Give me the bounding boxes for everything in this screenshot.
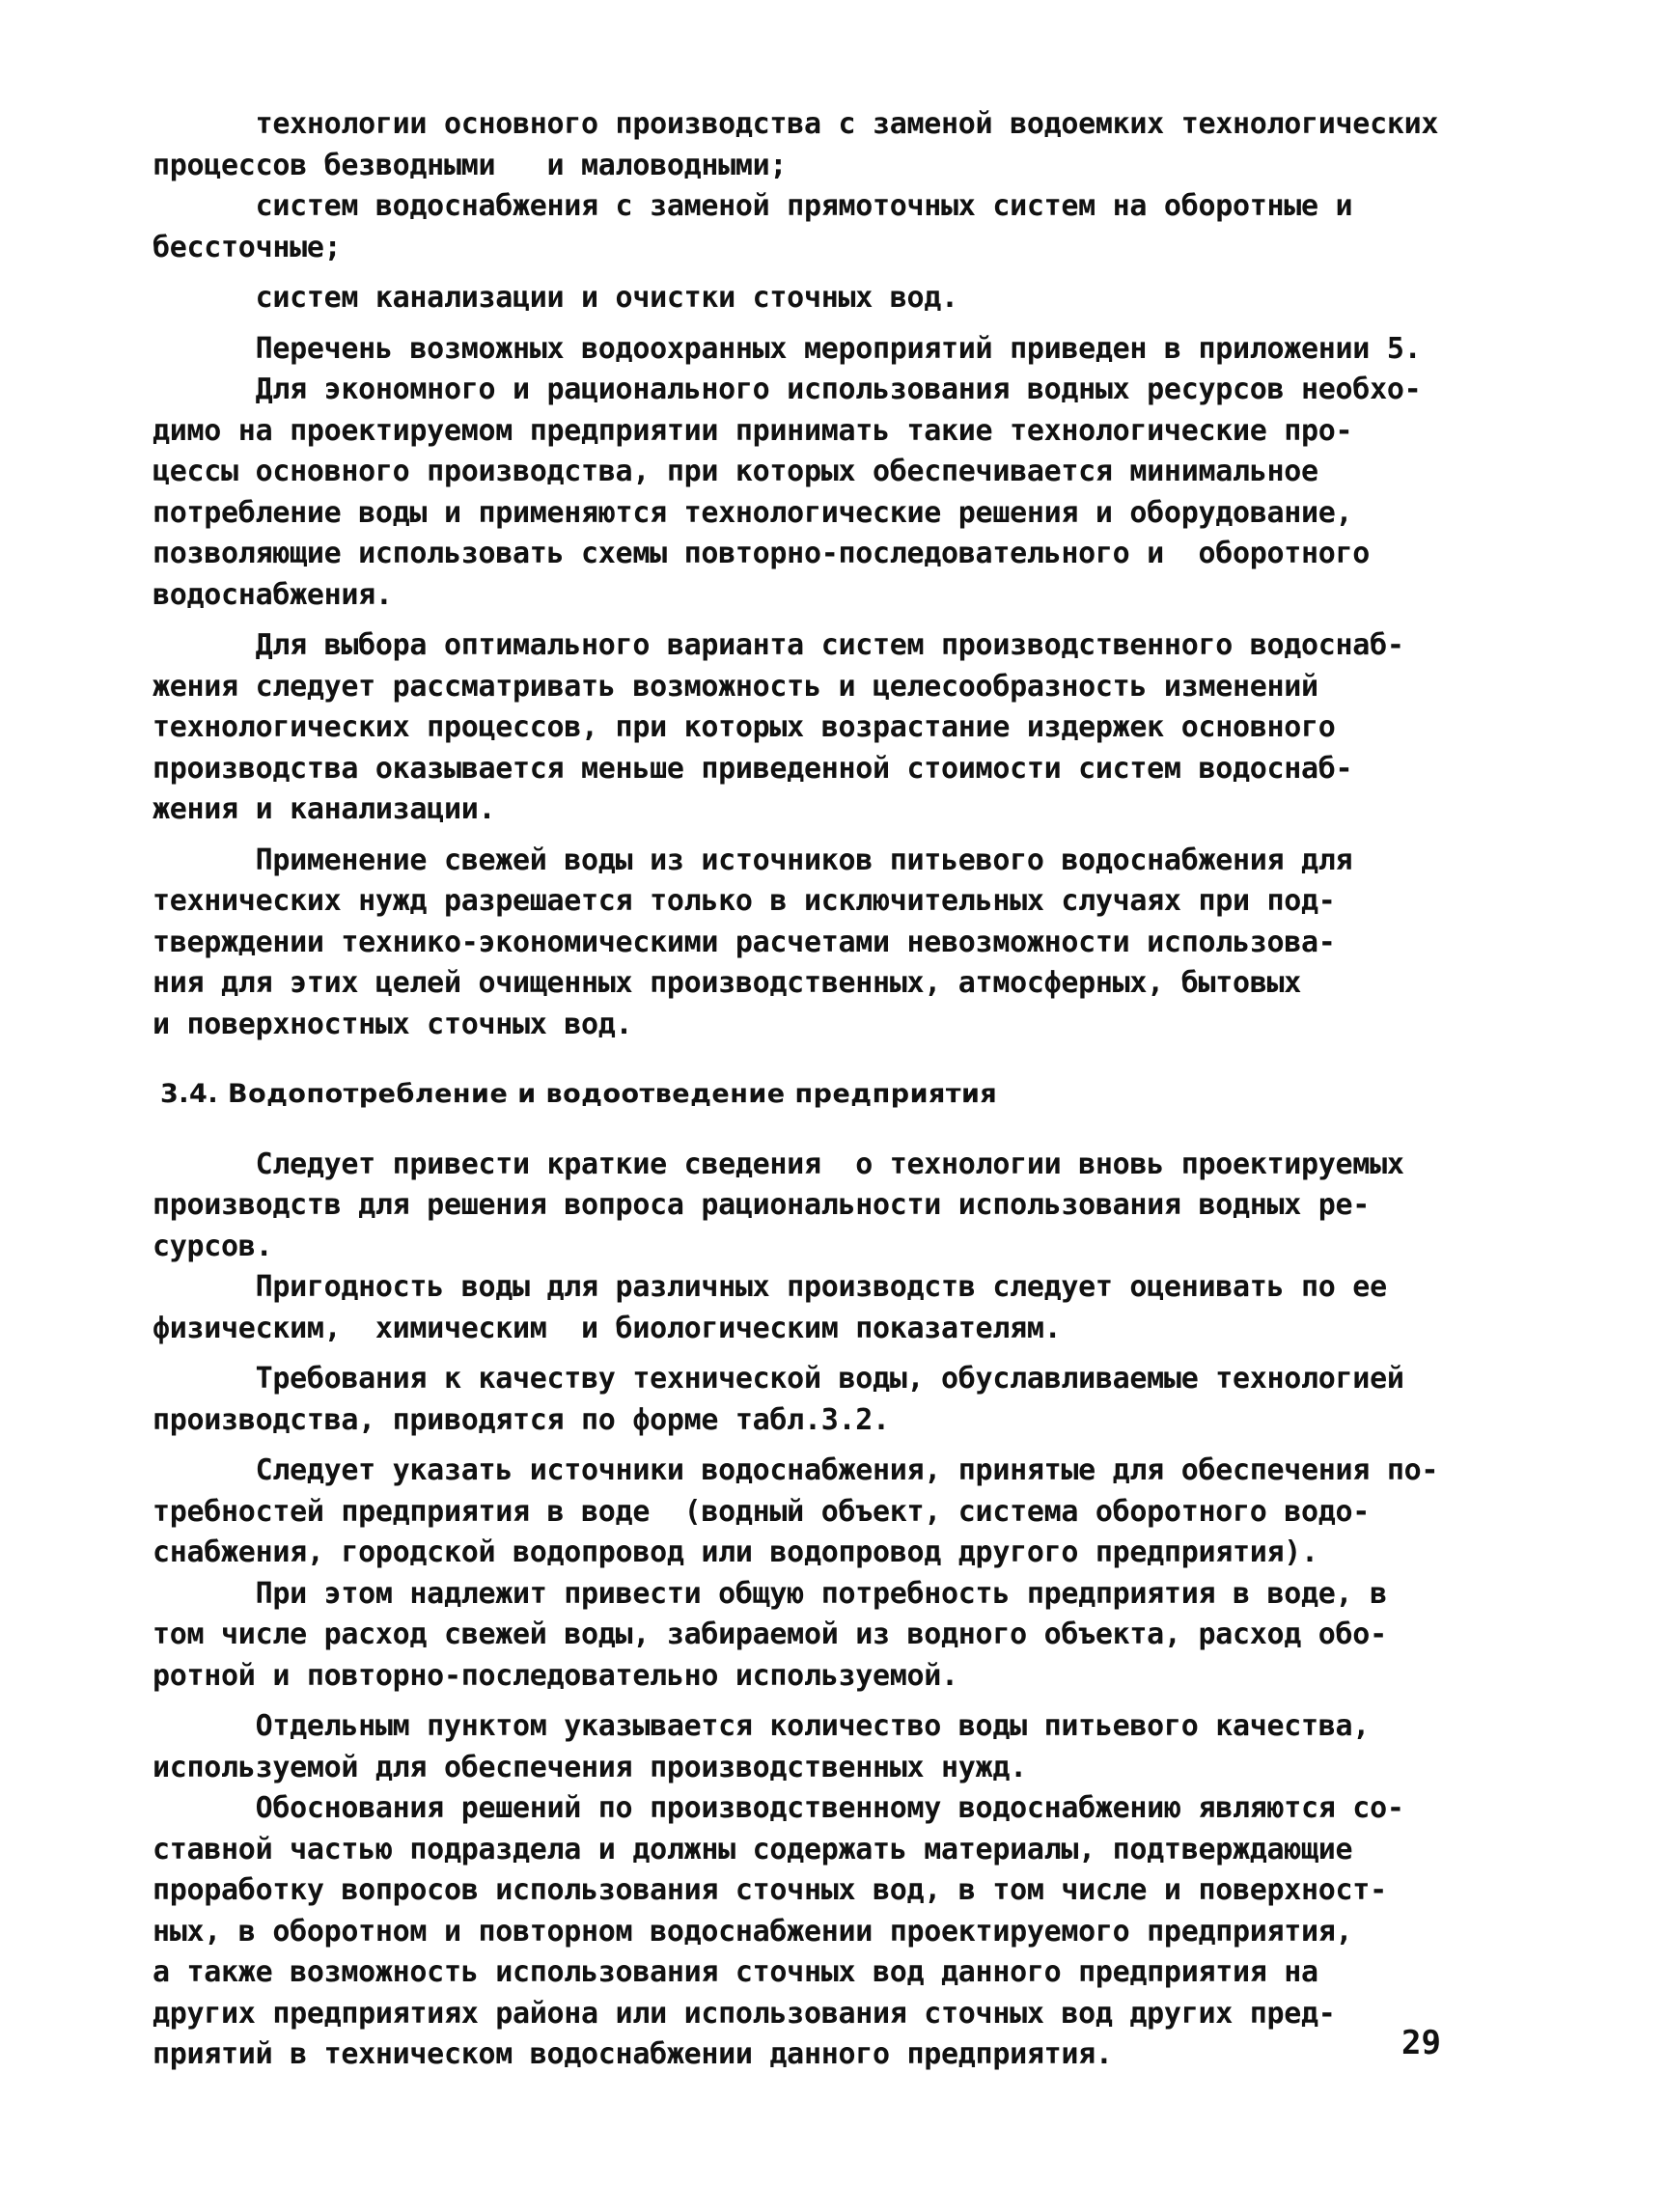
text-line: систем канализации и очистки сточных вод. <box>153 281 958 315</box>
text-line: Обоснования решений по производственному водоснабжению являются со- <box>153 1791 1404 1825</box>
text-line: технологии основного производства с заменой водоемких технологических <box>153 107 1439 141</box>
spacer <box>153 268 1494 278</box>
text-line: ротной и повторно-последовательно используемой. <box>153 1658 958 1693</box>
text-line: Следует привести краткие сведения о технологии вновь проектируемых <box>153 1147 1404 1181</box>
spacer <box>153 1349 1494 1359</box>
text-line: Перечень возможных водоохранных мероприятий приведен в приложении 5. <box>153 331 1422 366</box>
spacer <box>153 1045 1494 1074</box>
text-line: водоснабжения. <box>153 577 393 612</box>
text-line: процессов безводными и маловодными; <box>153 148 788 182</box>
paragraph-block-4 <box>153 370 1494 616</box>
page-number: 29 <box>1401 2024 1441 2062</box>
text-line: бессточные; <box>153 230 342 264</box>
paragraph-block-5 <box>153 625 1494 831</box>
text-line: других предприятиях района или использования сточных вод других пред- <box>153 1996 1336 2031</box>
text-line: Требования к качеству технической воды, обуславливаемые технологией <box>153 1362 1404 1396</box>
text-line: используемой для обеспечения производственных нужд. <box>153 1750 1027 1784</box>
text-line: производства, приводятся по форме табл.3.2. <box>153 1402 890 1437</box>
text-line: ния для этих целей очищенных производственных, атмосферных, бытовых <box>153 966 1302 1000</box>
paragraph-block-10 <box>153 1451 1494 1574</box>
text-line: Пригодность воды для различных производств следует оценивать по ее <box>153 1270 1387 1304</box>
text-line: технических нужд разрешается только в исключительных случаях при под- <box>153 884 1336 918</box>
paragraph-block-6 <box>153 841 1494 1046</box>
paragraph-block-2 <box>153 278 1494 319</box>
text-line: Следует указать источники водоснабжения, принятые для обеспечения по- <box>153 1453 1439 1487</box>
text-line: жения следует рассматривать возможность и целесообразность изменений <box>153 669 1318 704</box>
spacer <box>153 1441 1494 1451</box>
text-line: проработку вопросов использования сточных вод, в том числе и поверхност- <box>153 1873 1387 1907</box>
text-line: том числе расход свежей воды, забираемой из водного объекта, расход обо- <box>153 1618 1387 1651</box>
text-line: Применение свежей воды из источников питьевого водоснабжения для <box>153 843 1353 877</box>
spacer <box>153 319 1494 329</box>
text-line: производства оказывается меньше приведенной стоимости систем водоснаб- <box>153 751 1353 786</box>
text-line: физическим, химическим и биологическим показателям. <box>153 1311 1062 1345</box>
text-line: и поверхностных сточных вод. <box>153 1007 633 1041</box>
text-line: требностей предприятия в воде (водный объект, система оборотного водо- <box>153 1494 1371 1529</box>
text-line: позволяющие использовать схемы повторно-последовательного и оборотного <box>153 537 1371 570</box>
paragraph-block-11 <box>153 1574 1494 1698</box>
text-line: димо на проектируемом предприятии принимать такие технологические про- <box>153 413 1353 448</box>
spacer <box>153 831 1494 841</box>
text-line: ставной частью подраздела и должны содержать материалы, подтверждающие <box>153 1832 1353 1866</box>
section-heading: 3.4. Водопотребление и водоотведение предприятия <box>160 1079 998 1109</box>
paragraph-block-12 <box>153 1706 1494 1788</box>
text-line: жения и канализации. <box>153 792 496 826</box>
text-line: снабжения, городской водопровод или водопровод другого предприятия). <box>153 1535 1318 1569</box>
paragraph-block-3 <box>153 329 1494 371</box>
text-line: Отдельным пунктом указывается количество воды питьевого качества, <box>153 1709 1371 1743</box>
document-page <box>153 104 1494 2076</box>
text-line: а также возможность использования сточных вод данного предприятия на <box>153 1955 1318 1989</box>
text-line: ных, в оборотном и повторном водоснабжении проектируемого предприятия, <box>153 1914 1353 1949</box>
text-line: систем водоснабжения с заменой прямоточных систем на оборотные и <box>153 189 1353 223</box>
text-line: потребление воды и применяются технологические решения и оборудование, <box>153 495 1353 530</box>
paragraph-block-9 <box>153 1359 1494 1441</box>
paragraph-block-1 <box>153 104 1494 268</box>
text-line: производств для решения вопроса рациональности использования водных ре- <box>153 1188 1371 1222</box>
text-line: цессы основного производства, при которых обеспечивается минимальное <box>153 455 1318 488</box>
paragraph-block-13 <box>153 1788 1494 2076</box>
paragraph-block-8 <box>153 1267 1494 1349</box>
text-line: При этом надлежит привести общую потребность предприятия в воде, в <box>153 1576 1387 1611</box>
spacer <box>153 1116 1494 1145</box>
text-line: технологических процессов, при которых возрастание издержек основного <box>153 710 1336 744</box>
text-line: Для выбора оптимального варианта систем производственного водоснаб- <box>153 628 1404 662</box>
spacer <box>153 616 1494 625</box>
text-line: приятий в техническом водоснабжении данного предприятия. <box>153 2037 1113 2071</box>
text-line: тверждении технико-экономическими расчетами невозможности использова- <box>153 925 1336 959</box>
text-line: Для экономного и рационального использования водных ресурсов необхо- <box>153 373 1422 406</box>
paragraph-block-7 <box>153 1145 1494 1268</box>
spacer <box>153 1697 1494 1706</box>
text-line: сурсов. <box>153 1229 273 1263</box>
